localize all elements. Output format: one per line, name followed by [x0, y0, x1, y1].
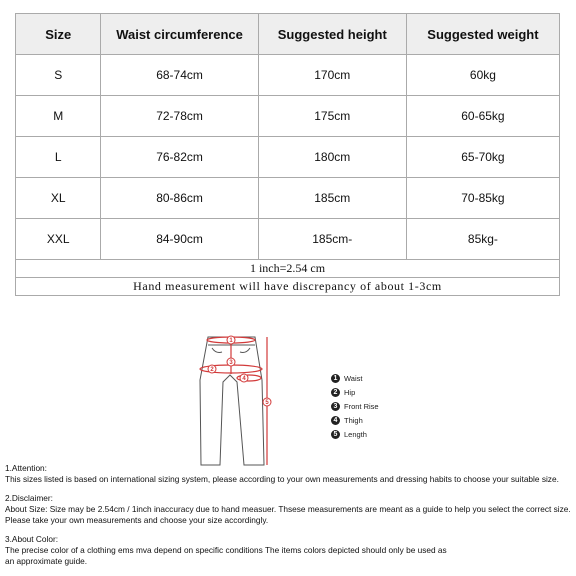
- measure-lines: [200, 337, 267, 465]
- attention-title: 1.Attention:: [5, 463, 47, 473]
- table-row: [16, 219, 560, 260]
- table-row: [16, 55, 560, 96]
- marker-1: 1: [229, 338, 233, 344]
- attention-text: This sizes listed is based on international sizing system, please according to your own measurements and dressing habits to choose your suitable size.: [5, 474, 559, 484]
- cell-weight: 60kg: [406, 55, 559, 96]
- measurement-note: Hand measurement will have discrepancy of about 1-3cm: [16, 278, 560, 296]
- conversion-note-row: [16, 260, 560, 278]
- header-waist: Waist circumference: [101, 14, 258, 55]
- number-4-icon: 4: [331, 416, 340, 425]
- color-title: 3.About Color:: [5, 534, 59, 544]
- measurement-legend: [331, 371, 379, 441]
- table-header-row: [16, 14, 560, 55]
- cell-size: XL: [16, 178, 101, 219]
- cell-height: 180cm: [258, 137, 406, 178]
- table-row: [16, 96, 560, 137]
- measurement-note-row: [16, 278, 560, 296]
- table-row: [16, 137, 560, 178]
- cell-height: 185cm-: [258, 219, 406, 260]
- cell-size: L: [16, 137, 101, 178]
- legend-label: Waist: [344, 373, 363, 383]
- cell-waist: 80-86cm: [101, 178, 258, 219]
- marker-5: 5: [265, 400, 269, 406]
- cell-size: M: [16, 96, 101, 137]
- disclaimer-title: 2.Disclaimer:: [5, 493, 53, 503]
- pants-measurement-diagram: [0, 330, 576, 470]
- pants-outline: [200, 337, 264, 465]
- cell-size: XXL: [16, 219, 101, 260]
- marker-3: 3: [229, 360, 233, 366]
- legend-item-hip: [331, 385, 379, 399]
- conversion-note: 1 inch=2.54 cm: [16, 260, 560, 278]
- legend-label: Length: [344, 429, 367, 439]
- disclaimer-text: Please take your own measurements and choose your size accordingly.: [5, 515, 269, 525]
- marker-2: 2: [210, 367, 214, 373]
- cell-height: 170cm: [258, 55, 406, 96]
- legend-item-thigh: [331, 413, 379, 427]
- color-text: The precise color of a clothing ems mva depend on specific conditions The items colors depicted should only be used as: [5, 545, 447, 555]
- cell-height: 175cm: [258, 96, 406, 137]
- cell-height: 185cm: [258, 178, 406, 219]
- legend-item-waist: [331, 371, 379, 385]
- legend-label: Front Rise: [344, 401, 379, 411]
- number-1-icon: 1: [331, 374, 340, 383]
- legend-item-front-rise: [331, 399, 379, 413]
- legend-label: Hip: [344, 387, 356, 397]
- cell-weight: 70-85kg: [406, 178, 559, 219]
- legend-label: Thigh: [344, 415, 363, 425]
- color-text: an approximate guide.: [5, 556, 88, 566]
- legend-item-length: [331, 427, 379, 441]
- cell-waist: 68-74cm: [101, 55, 258, 96]
- cell-weight: 65-70kg: [406, 137, 559, 178]
- cell-size: S: [16, 55, 101, 96]
- cell-waist: 72-78cm: [101, 96, 258, 137]
- disclaimer-text: About Size: Size may be 2.54cm / 1inch inaccuracy due to hand measuer. Thsese measurements are meant as a guide to help you select the correct size.: [5, 504, 571, 514]
- marker-4: 4: [242, 376, 246, 382]
- header-height: Suggested height: [258, 14, 406, 55]
- table-row: [16, 178, 560, 219]
- cell-weight: 60-65kg: [406, 96, 559, 137]
- cell-waist: 76-82cm: [101, 137, 258, 178]
- number-5-icon: 5: [331, 430, 340, 439]
- notes-section: [5, 463, 571, 567]
- size-chart-table: [15, 13, 560, 296]
- number-3-icon: 3: [331, 402, 340, 411]
- cell-waist: 84-90cm: [101, 219, 258, 260]
- header-size: Size: [16, 14, 101, 55]
- header-weight: Suggested weight: [406, 14, 559, 55]
- number-2-icon: 2: [331, 388, 340, 397]
- cell-weight: 85kg-: [406, 219, 559, 260]
